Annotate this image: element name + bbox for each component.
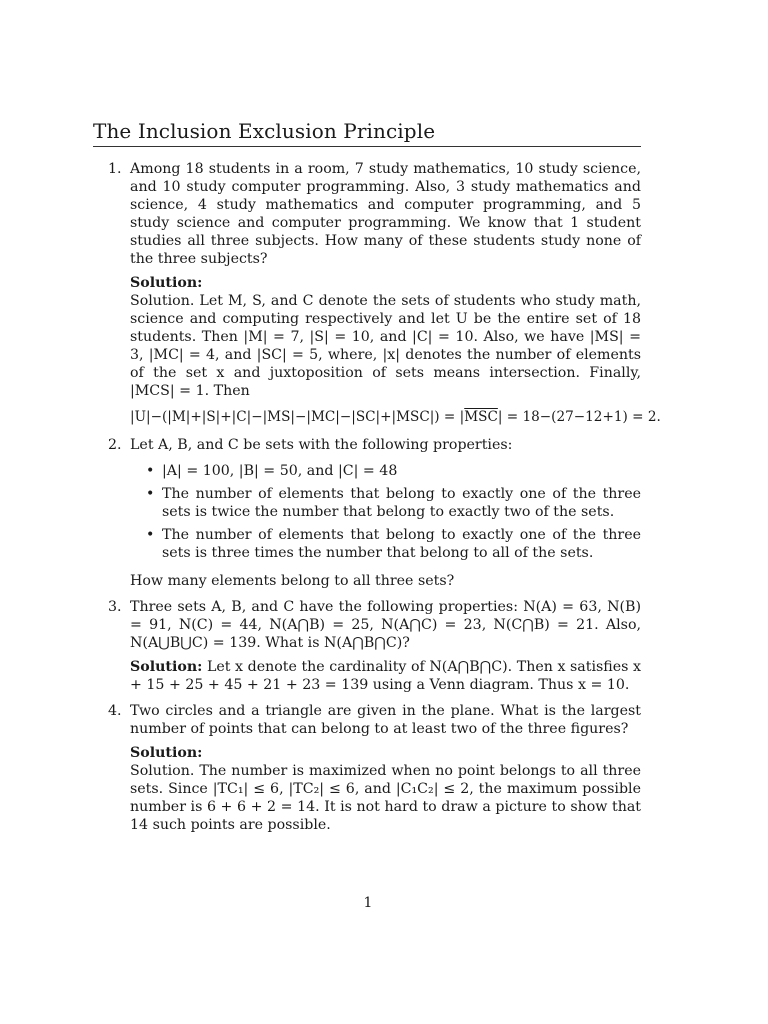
list-item: • The number of elements that belong to exactly one of the three sets is twice the number that belong to exactly two of the sets. <box>162 485 641 521</box>
list-item: • The number of elements that belong to exactly one of the three sets is three times the number that belong to all of the sets. <box>162 526 641 562</box>
problem-text: Three sets A, B, and C have the following properties: N(A) = 63, N(B) = 91, N(C) = 44, N(A⋂B) = 25, N(A⋂C) = 23, N(C⋂B) = 21. Also, N(A⋃B⋃C) = 139. What is N(A⋂B⋂C)? <box>130 599 641 651</box>
equation-right: | = 18−(27−12+1) = 2. <box>497 409 661 425</box>
solution-label: Solution: <box>130 275 203 291</box>
equation-complement: $\overline{MSC}$ <box>464 409 498 425</box>
title-rule <box>93 146 641 147</box>
problem-number: 4. <box>108 703 122 719</box>
problem-question: How many elements belong to all three sets? <box>130 573 455 589</box>
problem-number: 1. <box>108 161 122 177</box>
equation-left: |U|−(|M|+|S|+|C|−|MS|−|MC|−|SC|+|MSC|) = | <box>130 409 465 425</box>
property-list <box>130 462 641 562</box>
problem-text: Let A, B, and C be sets with the following properties: <box>130 437 513 453</box>
problem-text: Two circles and a triangle are given in the plane. What is the largest number of points that can belong to at least two of the three figures? <box>130 703 641 737</box>
solution-text: Solution. The number is maximized when no point belongs to all three sets. Since |TC₁| ≤ 6, |TC₂| ≤ 6, and |C₁C₂| ≤ 2, the maximum possible number is 6 + 6 + 2 = 14. It is not hard to draw a picture to show that 14 such points are possible. <box>130 763 641 833</box>
problem-2 <box>108 436 641 590</box>
problem-text: Among 18 students in a room, 7 study mathematics, 10 study science, and 10 study computer programming. Also, 3 study mathematics and science, 4 study mathematics and computer programming, and 5 study science and computer programming. We know that 1 student studies all three subjects. How many of these students study none of the three subjects? <box>130 161 641 267</box>
solution-text: Let x denote the cardinality of N(A⋂B⋂C). Then x satisfies x + 15 + 25 + 45 + 21 + 23 = 139 using a Venn diagram. Thus x = 10. <box>130 659 641 693</box>
solution <box>130 658 641 694</box>
solution-equation <box>130 408 661 426</box>
problem-3 <box>108 598 641 694</box>
problem-number: 3. <box>108 599 122 615</box>
page-number: 1 <box>363 895 373 911</box>
problem-4 <box>108 702 641 834</box>
problem-1 <box>108 160 661 426</box>
solution <box>130 744 641 834</box>
problem-list <box>108 160 661 842</box>
solution-label: Solution: <box>130 745 203 761</box>
problem-number: 2. <box>108 437 122 453</box>
list-item: • |A| = 100, |B| = 50, and |C| = 48 <box>162 462 641 480</box>
solution-text: Solution. Let M, S, and C denote the sets of students who study math, science and computing respectively and let U be the entire set of 18 students. Then |M| = 7, |S| = 10, and |C| = 10. Also, we have |MS| = 3, |MC| = 4, and |SC| = 5, where, |x| denotes the number of elements of the set x and juxtoposition of sets means intersection. Finally, |MCS| = 1. Then <box>130 293 641 399</box>
solution <box>130 274 661 426</box>
page-title: The Inclusion Exclusion Principle <box>93 119 436 143</box>
solution-label: Solution: <box>130 659 203 675</box>
